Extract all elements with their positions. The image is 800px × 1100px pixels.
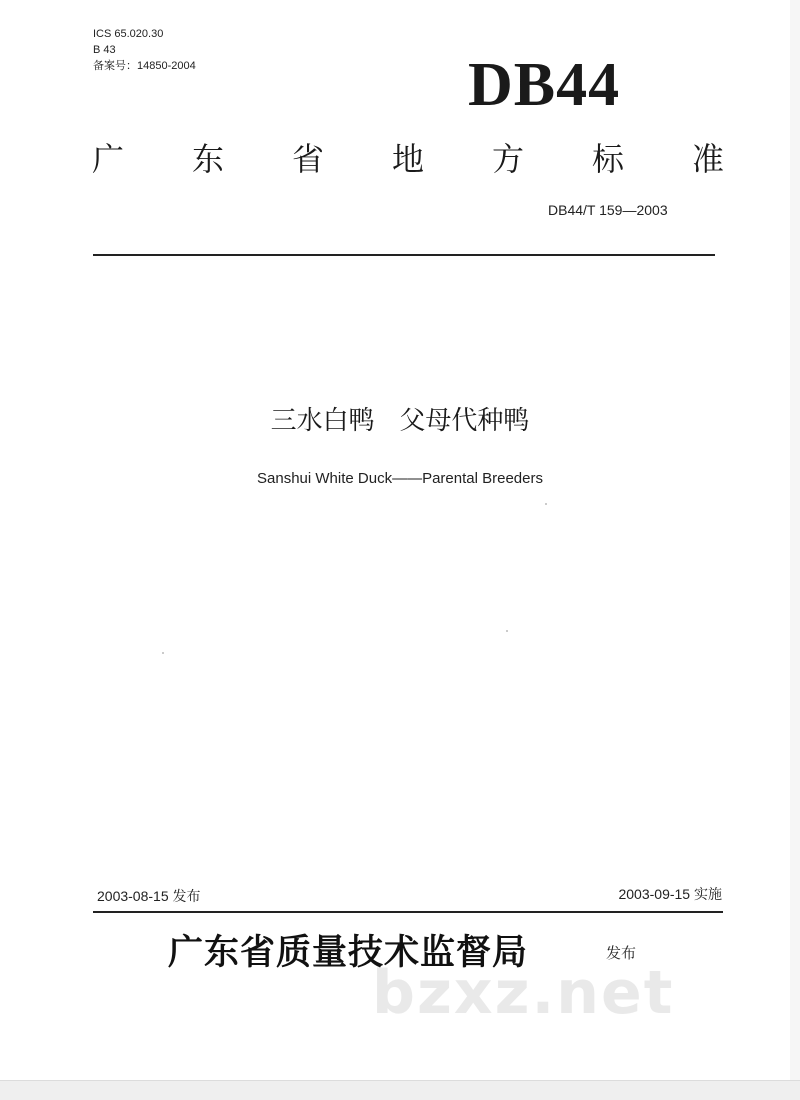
- scan-speck: [506, 630, 508, 632]
- viewer-margin: [790, 0, 800, 1080]
- standard-type-heading: [88, 134, 728, 180]
- classification-code: B 43: [93, 44, 116, 56]
- footer-divider: [93, 911, 723, 913]
- issuing-authority-suffix: 发布: [606, 944, 637, 962]
- ics-code: ICS 65.020.30: [93, 28, 164, 40]
- document-title-chinese: 三水白鸭 父母代种鸭: [270, 406, 530, 436]
- standard-code: DB44: [468, 51, 621, 119]
- document-meta: [93, 26, 196, 74]
- issuing-authority: 广东省质量技术监督局: [168, 932, 529, 973]
- publication-date: 2003-08-15 发布: [97, 888, 201, 904]
- standard-type-char: 省: [291, 140, 324, 178]
- header-divider: [93, 254, 715, 256]
- scan-speck: [545, 503, 547, 505]
- standard-type-char: 方: [491, 140, 524, 178]
- standard-number: DB44/T 159—2003: [548, 202, 668, 218]
- viewer-bottom-bar: [0, 1080, 800, 1100]
- standard-type-char: 东: [191, 140, 224, 178]
- implementation-date: 2003-09-15 实施: [618, 886, 722, 902]
- site-watermark: bzxz.net: [372, 958, 675, 1028]
- scan-speck: [162, 652, 164, 654]
- document-title-english: Sanshui White Duck——Parental Breeders: [257, 470, 543, 487]
- standard-type-char: 准: [691, 140, 724, 178]
- standard-type-char: 标: [591, 140, 624, 178]
- standard-type-char: 广: [91, 140, 124, 178]
- standard-type-char: 地: [391, 140, 424, 178]
- record-number: 备案号：14850-2004: [93, 60, 196, 72]
